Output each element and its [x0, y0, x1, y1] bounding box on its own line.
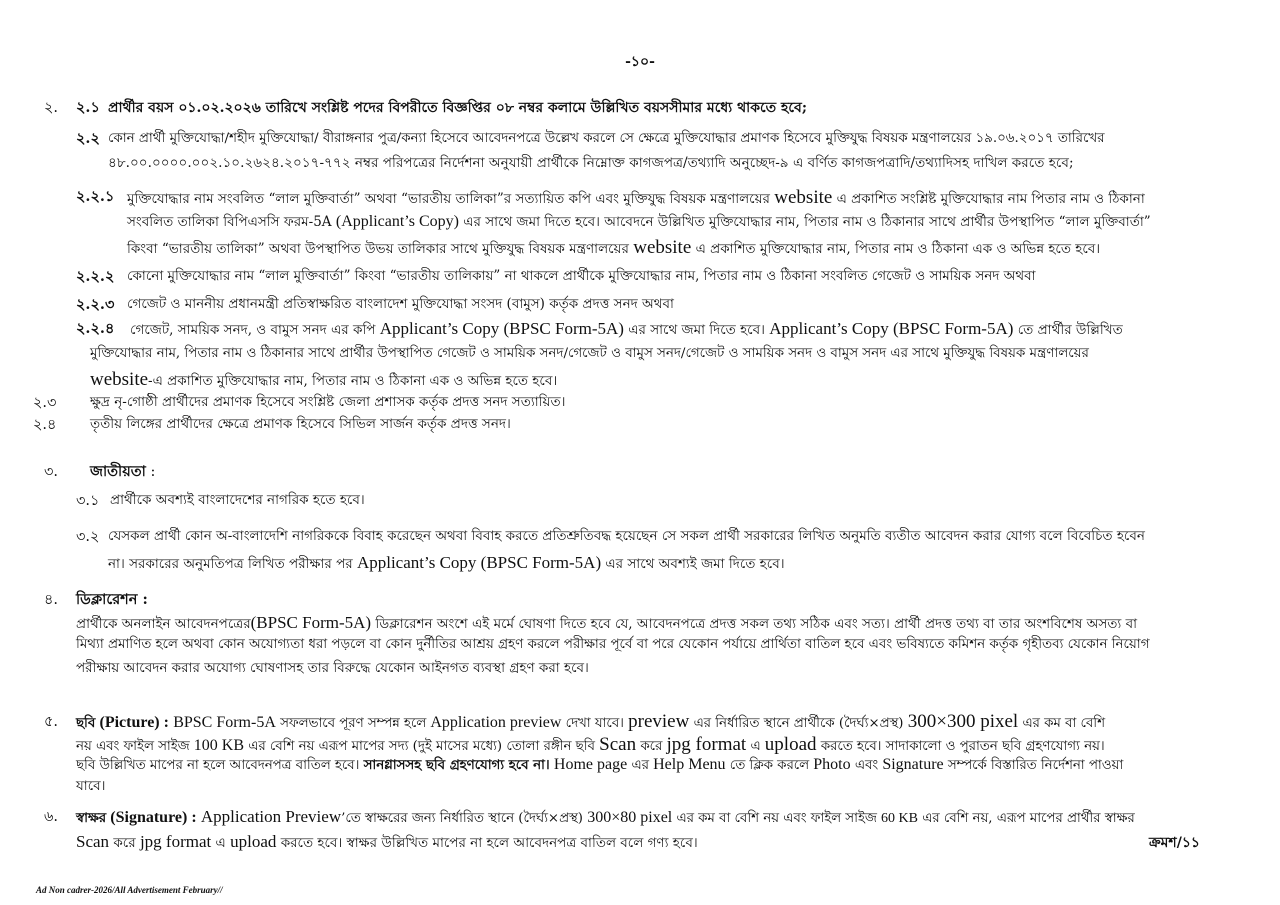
section-2-2-1-line-3: কিংবা “ভারতীয় তালিকা” অথবা উপস্থাপিত উভয় তালিকার সাথে মুক্তিযুদ্ধ বিষয়ক মন্ত্রণালয়ের website এ প্রকাশিত মুক্তিযোদ্ধার নাম, পিতার নাম ও ঠিকানা এক ও অভিন্ন হতে হবে।: [127, 237, 1101, 258]
section-2-2-4-line-1: গেজেট, সাময়িক সনদ, ও বামুস সনদ এর কপি Applicant’s Copy (BPSC Form-5A) এর সাথে জমা দিতে হবে। Applicant’s Copy (BPSC Form-5A) তে প্রার্থীর উল্লিখিত: [130, 319, 1123, 338]
section-4-title: ডিক্লারেশন :: [76, 591, 148, 608]
section-4-line-2: মিথ্যা প্রমাণিত হলে অথবা কোন অযোগ্যতা ধরা পড়লে বা কোন দুর্নীতির আশ্রয় গ্রহণ করলে পরীক্ষার পূর্বে বা পরে যেকোন পর্যায়ে প্রার্থিতা বাতিল হবে এবং ভবিষ্যতে কমিশন কর্তৃক গৃহীতব্য যেকোন নিয়োগ: [76, 637, 1150, 652]
section-6-line-2: Scan করে jpg format এ upload করতে হবে। স্বাক্ষর উল্লিখিত মাপের না হলে আবেদনপত্র বাতিল বলে গণ্য হবে।: [76, 832, 698, 851]
section-3-2-line-1: যেসকল প্রার্থী কোন অ-বাংলাদেশি নাগরিককে বিবাহ করেছেন অথবা বিবাহ করতে প্রতিশ্রুতিবদ্ধ হয়েছেন সে সকল প্রার্থী সরকারের লিখিত অনুমতি ব্যতীত আবেদন করার যোগ্য বলে বিবেচিত হবেন: [108, 528, 1145, 544]
section-2-2-3-text: গেজেট ও মাননীয় প্রধানমন্ত্রী প্রতিস্বাক্ষরিত বাংলাদেশ মুক্তিযোদ্ধা সংসদ (বামুস) কর্তৃক প্রদত্ত সনদ অথবা: [127, 296, 674, 312]
section-5-line-1: ছবি (Picture) : BPSC Form-5A সফলভাবে পূরণ সম্পন্ন হলে Application preview দেখা যাবে। preview এর নির্ধারিত স্থানে প্রার্থীকে (দৈর্ঘ্য×প্রস্থ) 300×300 pixel এর কম বা বেশি: [76, 711, 1105, 732]
section-4-line-3: পরীক্ষায় আবেদন করার অযোগ্য ঘোষণাসহ তার বিরুদ্ধে যেকোন আইনগত ব্যবস্থা গ্রহণ করা হবে।: [76, 660, 589, 676]
section-2-4-text: তৃতীয় লিঙ্গের প্রার্থীদের ক্ষেত্রে প্রমাণক হিসেবে সিভিল সার্জন কর্তৃক প্রদত্ত সনদ।: [90, 416, 511, 432]
section-4-line-1: প্রার্থীকে অনলাইন আবেদনপত্রের(BPSC Form-5A) ডিক্লারেশন অংশে এই মর্মে ঘোষণা দিতে হবে যে, আবেদনপত্রে প্রদত্ত সকল তথ্য সঠিক এবং সত্য। প্রার্থী প্রদত্ত তথ্য বা তার অংশবিশেষ অসত্য বা: [76, 613, 1138, 632]
section-5-line-2: নয় এবং ফাইল সাইজ 100 KB এর বেশি নয় এরূপ মাপের সদ্য (দুই মাসের মধ্যে) তোলা রঙ্গীন ছবি Scan করে jpg format এ upload করতে হবে। সাদাকালো ও পুরাতন ছবি গ্রহণযোগ্য নয়।: [76, 734, 1105, 755]
section-2-2-1-line-1: মুক্তিযোদ্ধার নাম সংবলিত “লাল মুক্তিবার্তা” অথবা “ভারতীয় তালিকা”র সত্যায়িত কপি এবং মুক্তিযুদ্ধ বিষয়ক মন্ত্রণালয়ের website এ প্রকাশিত সংশ্লিষ্ট মুক্তিযোদ্ধার নাম পিতার নাম ও ঠিকানা: [127, 187, 1145, 208]
section-3-1-number: ৩.১: [76, 493, 100, 509]
section-6-number: ৬.: [44, 809, 59, 825]
section-2-2-4-line-2: মুক্তিযোদ্ধার নাম, পিতার নাম ও ঠিকানার সাথে প্রার্থীর উপস্থাপিত গেজেট ও সাময়িক সনদ/গেজেট ও বামুস সনদ/গেজেট ও সাময়িক সনদ ও বামুস সনদ এর সাথে মুক্তিযুদ্ধ বিষয়ক মন্ত্রণালয়ের: [90, 346, 1089, 361]
section-2-2-4-number: ২.২.৪: [76, 320, 115, 337]
section-2-3-number: ২.৩: [33, 395, 57, 411]
section-3-2-number: ৩.২: [76, 529, 100, 545]
section-2-1-text: প্রার্থীর বয়স ০১.০২.২০২৬ তারিখে সংশ্লিষ্ট পদের বিপরীতে বিজ্ঞপ্তির ০৮ নম্বর কলামে উল্লিখিত বয়সসীমার মধ্যে থাকতে হবে;: [108, 100, 807, 116]
section-5-line-3: ছবি উল্লিখিত মাপের না হলে আবেদনপত্র বাতিল হবে। সানগ্লাসসহ ছবি গ্রহণযোগ্য হবে না। Home page এর Help Menu তে ক্লিক করলে Photo এবং Signature সম্পর্কে বিস্তারিত নির্দেশনা পাওয়া: [76, 756, 1124, 773]
section-2-2-2-number: ২.২.২: [76, 268, 115, 285]
continuation-marker: ক্রমশ/১১: [1148, 835, 1200, 851]
section-2-2-line-1: কোন প্রার্থী মুক্তিযোদ্ধা/শহীদ মুক্তিযোদ্ধা/ বীরাঙ্গনার পুত্র/কন্যা হিসেবে আবেদনপত্রে উল্লেখ করলে সে ক্ষেত্রে মুক্তিযোদ্ধার প্রমাণক হিসেবে মুক্তিযুদ্ধ বিষয়ক মন্ত্রণালয়ের ১৯.০৬.২০১৭ তারিখের: [108, 131, 1105, 146]
section-4-number: ৪.: [44, 592, 59, 608]
section-2-2-line-2: ৪৮.০০.০০০০.০০২.১০.২৬২৪.২০১৭-৭৭২ নম্বর পরিপত্রের নির্দেশনা অনুযায়ী প্রার্থীকে নিম্নোক্ত কাগজপত্র/তথ্যাদি অনুচ্ছেদ-৯ এ বর্ণিত কাগজপত্রাদি/তথ্যাদিসহ দাখিল করতে হবে;: [108, 155, 1074, 171]
section-2-3-text: ক্ষুদ্র নৃ-গোষ্ঠী প্রার্থীদের প্রমাণক হিসেবে সংশ্লিষ্ট জেলা প্রশাসক কর্তৃক প্রদত্ত সনদ সত্যায়িত।: [90, 394, 566, 410]
section-3-2-line-2: না। সরকারের অনুমতিপত্র লিখিত পরীক্ষার পর Applicant’s Copy (BPSC Form-5A) এর সাথে অবশ্যই জমা দিতে হবে।: [108, 553, 785, 572]
section-5-line-4: যাবে।: [76, 778, 106, 794]
section-2-2-4-line-3: website-এ প্রকাশিত মুক্তিযোদ্ধার নাম, পিতার নাম ও ঠিকানা এক ও অভিন্ন হতে হবে।: [90, 369, 558, 390]
section-2-2-1-number: ২.২.১: [76, 188, 115, 205]
section-2-4-number: ২.৪: [33, 417, 57, 433]
section-2-number: ২.: [44, 100, 59, 116]
section-3-1-text: প্রার্থীকে অবশ্যই বাংলাদেশের নাগরিক হতে হবে।: [110, 492, 365, 508]
footer-note: Ad Non cadrer-2026/All Advertisement February//: [36, 885, 223, 895]
section-3-number: ৩.: [44, 464, 59, 480]
section-3-title: জাতীয়তা :: [90, 463, 156, 480]
page-number: -১০-: [625, 54, 655, 70]
section-6-line-1: স্বাক্ষর (Signature) : Application Preview’তে স্বাক্ষরের জন্য নির্ধারিত স্থানে (দৈর্ঘ্য×প্রস্থ) 300×80 pixel এর কম বা বেশি নয় এবং ফাইল সাইজ 60 KB এর বেশি নয়, এরূপ মাপের প্রার্থীর স্বাক্ষর: [76, 807, 1135, 826]
section-2-2-2-text: কোনো মুক্তিযোদ্ধার নাম “লাল মুক্তিবার্তা” কিংবা “ভারতীয় তালিকায়” না থাকলে প্রার্থীকে মুক্তিযোদ্ধার নাম, পিতার নাম ও ঠিকানা সংবলিত গেজেট ও সাময়িক সনদ অথবা: [127, 268, 1036, 284]
section-2-2-1-line-2: সংবলিত তালিকা বিপিএসসি ফরম-5A (Applicant’s Copy) এর সাথে জমা দিতে হবে। আবেদনে উল্লিখিত মুক্তিযোদ্ধার নাম, পিতার নাম ও ঠিকানার সাথে প্রার্থীর উপস্থাপিত “লাল মুক্তিবার্তা”: [127, 213, 1151, 230]
section-5-number: ৫.: [44, 714, 59, 730]
section-2-2-3-number: ২.২.৩: [76, 296, 115, 313]
section-2-2-number: ২.২: [76, 130, 100, 147]
section-2-1-number: ২.১: [76, 99, 100, 116]
